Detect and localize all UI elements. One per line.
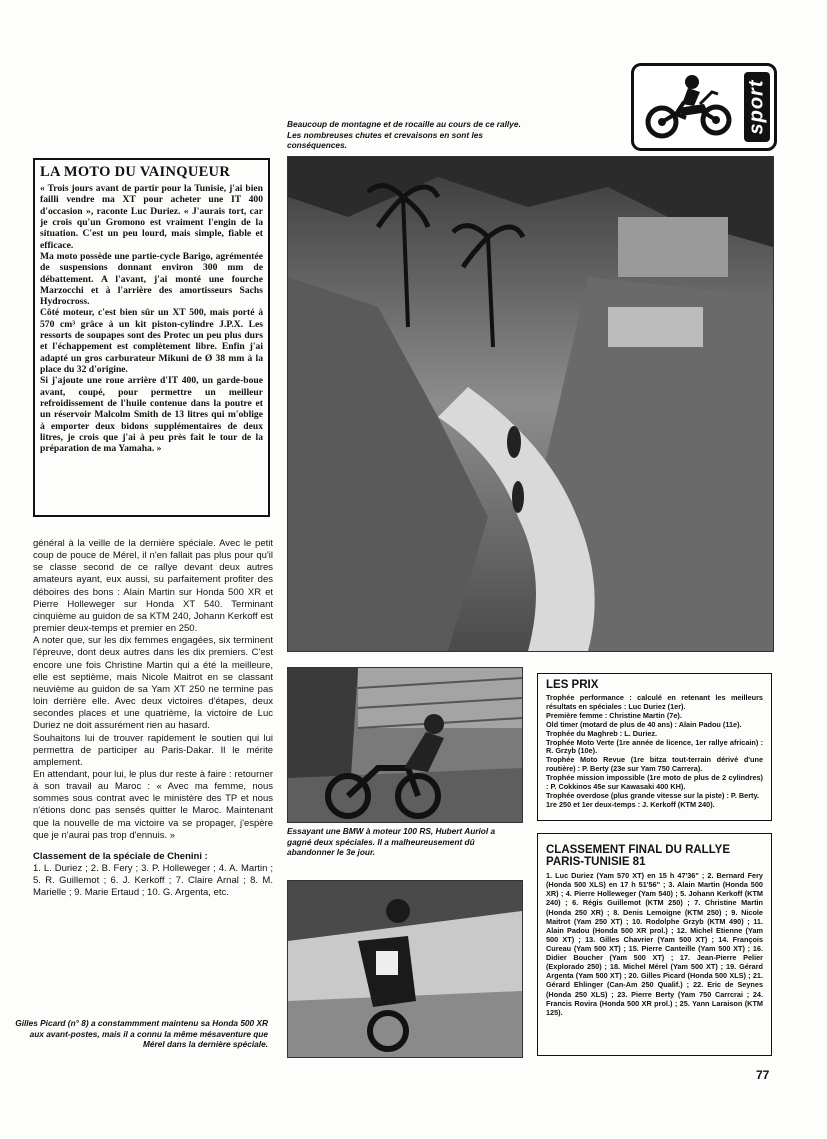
final-classification-box xyxy=(537,833,772,1056)
prize-item: 1re 250 et 1er deux-temps : J. Kerkoff (KTM 240). xyxy=(546,799,715,809)
chenini-results: 1. L. Duriez ; 2. B. Fery ; 3. P. Holleweger ; 4. A. Martin ; 5. R. Guillemot ; 6. J. Kerkoff ; 7. Claire Arnal ; 8. M. Marielle ; 9. Marie Ertaud ; 10. G. Argenta, etc. xyxy=(33,863,273,899)
sidebar-paragraph: Côté moteur, c'est bien sûr un XT 500, mais porté à 570 cm³ grâce à un kit piston-cylindre J.P.X. Les ressorts de soupapes sont des Protec un peu plus durs et l'échappement est complètement libre. Enfin j'ai adapté un gros carburateur Mikuni de Ø 38 mm à la place du 32 d'origine. xyxy=(40,307,263,375)
photo-picard xyxy=(287,880,523,1058)
sidebar-paragraph: Ma moto possède une partie-cycle Barigo, agrémentée de suspensions donnant environ 300 mm de débattement. A l'avant, j'ai monté une fourche Marzocchi et à l'arrière des amortisseurs Sachs Hydrocross. xyxy=(40,250,263,308)
body-paragraph: général à la veille de la dernière spéciale. Avec le petit coup de pouce de Mérel, il n'en fallait pas plus pour qu'il se classe second de ce rallye devant deux autres amateurs ayant, eux aussi, su parfaitement profiter des déboires des bons : Alain Martin sur Honda 500 XR et Pierre Holleweger sur Honda XT 540. Terminant cinquième au guidon de sa KTM 240, Johann Kerkoff est premier deux-temps et premier en 250. xyxy=(33,538,273,635)
sidebar-paragraph: Si j'ajoute une roue arrière d'IT 400, un garde-boue avant, coupé, pour permettre un meilleur refroidissement de l'huile contenue dans la poutre et un réservoir Malcolm Smith de 13 litres qui m'oblige à emporter deux bidons supplémentaires de deux litres, je crois que j'ai à peu près fait le tour de la préparation de ma Yamaha. » xyxy=(40,375,263,455)
prize-item: Première femme : Christine Martin (7e). xyxy=(546,710,682,720)
classification-title: CLASSEMENT FINAL DU RALLYE PARIS-TUNISIE 81 xyxy=(546,844,731,869)
sidebar-paragraph: « Trois jours avant de partir pour la Tunisie, j'ai bien failli vendre ma XT pour acheter une IT 400 d'occasion », raconte Luc Duriez. « J'aurais tort, car je crois qu'un Gromono est vraiment l'engin de la situation. C'est un peu lourd, mais simple, fiable et efficace. xyxy=(40,183,263,251)
photo-caption-picard: Gilles Picard (n° 8) a constammment maintenu sa Honda 500 XR aux avant-postes, mais il a connu la même mésaventure que Mérel dans la dernière spéciale. xyxy=(15,1018,268,1050)
sport-label: sport xyxy=(744,72,770,142)
photo-mountain-rally xyxy=(287,156,774,652)
prize-item: Trophée du Maghreb : L. Duriez. xyxy=(546,728,658,738)
photo-caption-bmw: Essayant une BMW à moteur 100 RS, Hubert Auriol a gagné deux spéciales. Il a malheureusement dû abandonner le 3e jour. xyxy=(287,826,496,858)
prize-item: Old timer (motard de plus de 40 ans) : Alain Padou (11e). xyxy=(546,719,742,729)
sport-logo xyxy=(631,63,777,151)
body-paragraph: En attendant, pour lui, le plus dur reste à faire : retourner à son travail au Maroc : « Avec ma femme, nous sommes sous contrat avec le ministère des TP et nous n'étions donc pas sensés quitter le Maroc. Maintenant que la nouvelle de ma victoire va se propager, j'espère que je n'aurai pas trop d'ennuis. » xyxy=(33,768,273,841)
prize-item: Trophée mission impossible (1re moto de plus de 2 cylindres) : P. Cokkinos 45e sur Kawasaki 400 KH). xyxy=(546,773,763,791)
photo-bmw-auriol xyxy=(287,667,523,823)
article-body xyxy=(33,538,273,900)
motorcycle-rider-icon xyxy=(638,70,738,142)
prize-item: Trophée overdose (plus grande vitesse sur la piste) : P. Berty. xyxy=(546,790,760,800)
body-paragraph: Souhaitons lui de trouver rapidement le soutien qui lui permettra de participer au Paris-Dakar. Il le mérite amplement. xyxy=(33,732,273,768)
photo-caption-top: Beaucoup de montagne et de rocaille au cours de ce rallye. Les nombreuses chutes et crevaisons en sont les conséquences. xyxy=(287,119,521,151)
page-number: 77 xyxy=(756,1068,770,1082)
prize-item: Trophée Moto Revue (1re bitza tout-terrain dérivé d'une routière) : P. Berty (23e sur Yam 750 Carrera). xyxy=(546,755,763,774)
sidebar-title: LA MOTO DU VAINQUEUR xyxy=(40,164,231,180)
winner-bike-sidebar xyxy=(33,158,270,517)
classification-results: 1. Luc Duriez (Yam 570 XT) en 15 h 47'36" ; 2. Bernard Fery (Honda 500 XLS) en 17 h 51'56" ; 3. Alain Martin (Honda 500 XR) ; 4. Pierre Holleweger (Yam 540) ; 5. Johann Kerkoff (KTM 240) ; 6. Régis Guillemot (KTM 250) ; 7. Christine Martin (Honda 250 XR) ; 8. Denis Lemoigne (KTM 250) ; 9. Nicole Maitrot (Yam 250 XT) ; 10. Rodolphe Grzyb (KTM 490) ; 11. Alain Padou (Honda 500 XR prol.) ; 12. Michel Etienne (Yam 500 XT) ; 13. Gilles Chavrier (Yam 500 XT) ; 14. François Cureau (Yam 500 XT) ; 15. Pierre Canteille (Yam 500 XT) ; 16. Didier Boucher (Yam 500 XT) ; 17. Jean-Pierre Pelier (Explorado 250) ; 18. Michel Mérel (Yam 500 XT) ; 19. Gérard Argenta (Yam 500 XT) ; 20. Gilles Picard (Honda 500 XLS) ; 21. Gérard Ehlinger (Can-Am 250 Qualif.) ; 22. Eric de Seynes (Honda 250 XLS) ; 23. Pierre Berty (Yam 750 Carrcrai ; 24. Francis Rovira (Honda 500 XR prol.) ; 25. Yann Laraison (KTM 125). xyxy=(546,871,763,1017)
prize-item: Trophée Moto Verte (1re année de licence, 1er rallye africain) : R. Grzyb (10e). xyxy=(546,737,763,756)
prizes-title: LES PRIX xyxy=(546,679,599,691)
body-paragraph: A noter que, sur les dix femmes engagées, six terminent l'épreuve, dont deux autres dans les dix premiers. C'est encore une fois Christine Martin qui a été la meilleure, elle est septième, mais Nicole Maitrot en se classant neuvième au guidon de sa Yam XT 250 ne termine pas loin derrière elle. Avec deux victoires d'étapes, deux secondes places et une quatrième, la victoire de Luc Duriez ne doit assurément rien au hasard. xyxy=(33,635,273,732)
prize-item: Trophée performance : calculé en retenant les meilleurs résultats en spéciales : Luc Duriez (1er). xyxy=(546,693,763,711)
prizes-box xyxy=(537,673,772,821)
chenini-heading: Classement de la spéciale de Chenini : xyxy=(33,850,208,862)
